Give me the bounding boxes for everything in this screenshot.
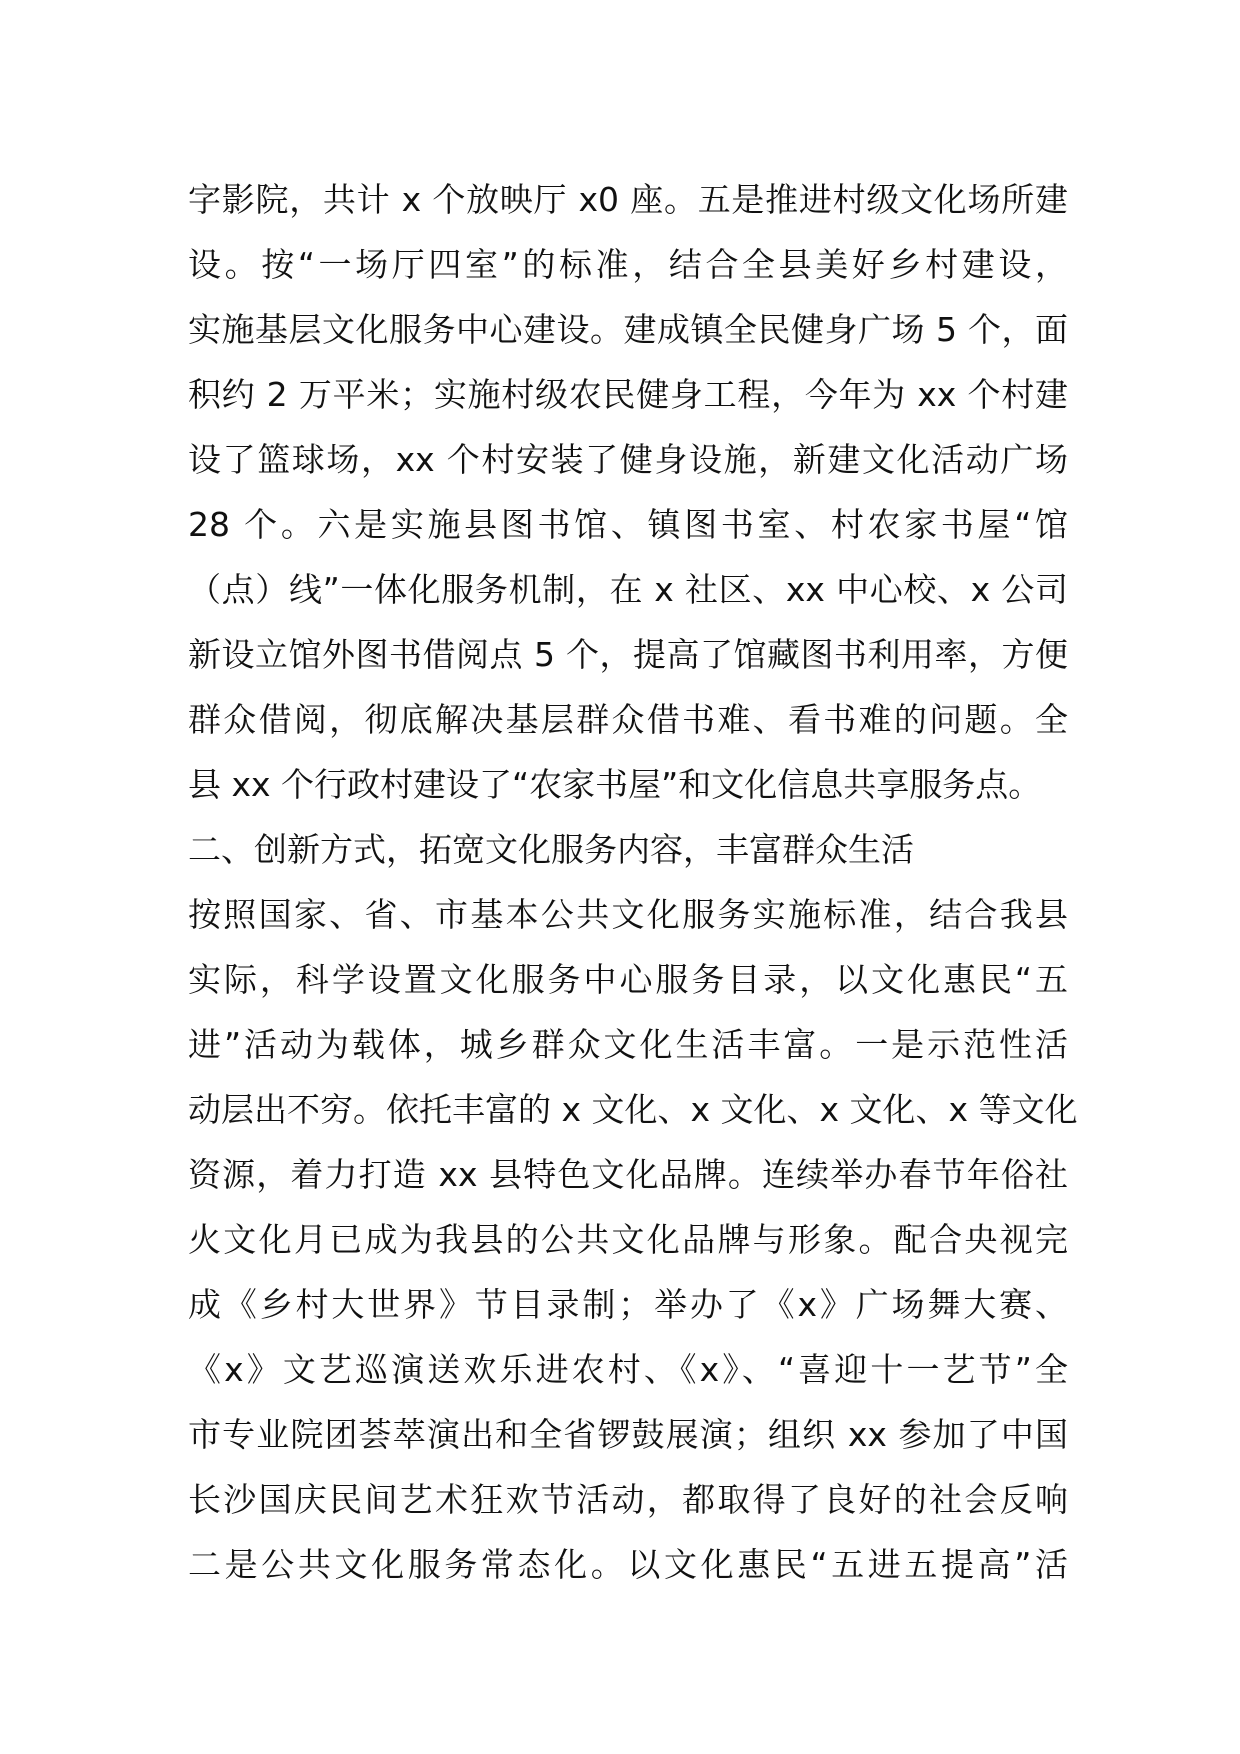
text-line: 群众借阅，彻底解决基层群众借书难、看书难的问题。全 bbox=[188, 700, 1068, 739]
text-line: 进”活动为载体，城乡群众文化生活丰富。一是示范性活 bbox=[188, 1025, 1068, 1064]
text-line: 长沙国庆民间艺术狂欢节活动，都取得了良好的社会反响 bbox=[188, 1480, 1068, 1519]
document-body bbox=[188, 167, 1078, 1597]
text-line: 二是公共文化服务常态化。以文化惠民“五进五提高”活 bbox=[188, 1545, 1068, 1584]
text-line: 《x》文艺巡演送欢乐进农村、《x》、“喜迎十一艺节”全 bbox=[188, 1350, 1068, 1389]
text-line: 动层出不穷。依托丰富的 x 文化、x 文化、x 文化、x 等文化 bbox=[188, 1090, 1078, 1129]
text-line: 新设立馆外图书借阅点 5 个，提高了馆藏图书利用率，方便 bbox=[188, 635, 1068, 674]
text-line: 县 xx 个行政村建设了“农家书屋”和文化信息共享服务点。 bbox=[188, 765, 1042, 804]
section-heading: 二、创新方式，拓宽文化服务内容，丰富群众生活 bbox=[188, 830, 914, 869]
text-line: 成《乡村大世界》节目录制；举办了《x》广场舞大赛、 bbox=[188, 1285, 1068, 1324]
text-line: （点）线”一体化服务机制，在 x 社区、xx 中心校、x 公司 bbox=[188, 570, 1068, 609]
text-line: 积约 2 万平米；实施村级农民健身工程，今年为 xx 个村建 bbox=[188, 375, 1068, 414]
text-line: 设了篮球场，xx 个村安装了健身设施，新建文化活动广场 bbox=[188, 440, 1068, 479]
text-line: 市专业院团荟萃演出和全省锣鼓展演；组织 xx 参加了中国 bbox=[188, 1415, 1068, 1454]
text-line: 实施基层文化服务中心建设。建成镇全民健身广场 5 个，面 bbox=[188, 310, 1068, 349]
text-line: 设。按“一场厅四室”的标准，结合全县美好乡村建设， bbox=[188, 245, 1068, 284]
text-line: 实际，科学设置文化服务中心服务目录，以文化惠民“五 bbox=[188, 960, 1068, 999]
text-line: 字影院，共计 x 个放映厅 x0 座。五是推进村级文化场所建 bbox=[188, 180, 1068, 219]
text-line: 按照国家、省、市基本公共文化服务实施标准，结合我县 bbox=[188, 895, 1068, 934]
text-line: 28 个。六是实施县图书馆、镇图书室、村农家书屋“馆 bbox=[188, 505, 1068, 544]
text-line: 资源，着力打造 xx 县特色文化品牌。连续举办春节年俗社 bbox=[188, 1155, 1068, 1194]
text-line: 火文化月已成为我县的公共文化品牌与形象。配合央视完 bbox=[188, 1220, 1068, 1259]
